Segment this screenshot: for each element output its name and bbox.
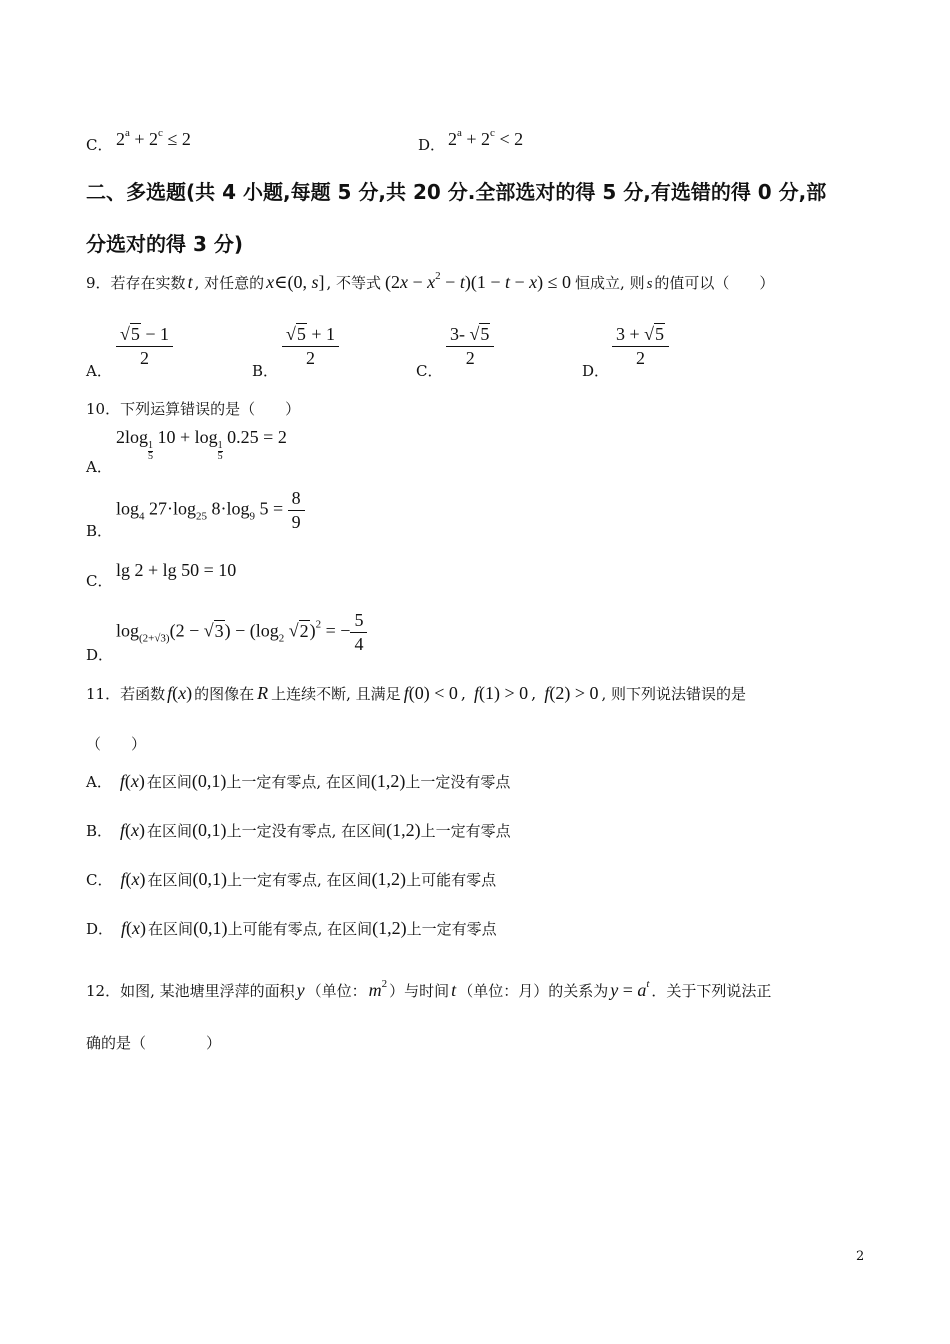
q8-option-d-label: D． — [418, 136, 446, 154]
question-12-stem: 12．如图, 某池塘里浮萍的面积 y （单位： $m^2$ ）与时间 t （单位：月）的关系为 $y = a^t$ ．关于下列说法正 — [86, 978, 772, 1000]
q9-option-c-frac: $\frac{3- √5}{2}$ — [446, 324, 494, 369]
q9-option-d-frac: $\frac{3 + √5}{2}$ — [612, 324, 669, 369]
q10-option-d-expr: $\log_{(2+√3)}(2 - √3) - (\log_2$ √2)$^2$ = − $\frac{5}{4}$ — [116, 610, 367, 655]
q9-option-b-frac: $\frac{√5 + 1}{2}$ — [282, 324, 339, 369]
question-11-paren: （ ） — [86, 735, 147, 753]
question-11-stem: 11．若函数 f(x) 的图像在 R 上连续不断, 且满足 f(0) < 0 , f(1) > 0 , f(2) > 0 , 则下列说法错误的是 — [86, 683, 747, 703]
q10-option-d-label: D． — [86, 646, 114, 664]
q9-option-b-label: B． — [252, 362, 279, 380]
q9-option-a-frac: $\frac{√5 - 1}{2}$ — [116, 324, 173, 369]
question-9-stem: 9．若存在实数 t , 对任意的 x∈(0, s] , 不等式 $(2x - x^2 - t)(1 - t - x) \le 0$ 恒成立, 则 s 的值可以（ ） — [86, 270, 775, 292]
q9-option-a-label: A． — [86, 362, 112, 380]
q10-option-c-label: C． — [86, 572, 113, 590]
page-number: 2 — [856, 1249, 865, 1264]
q10-option-b-label: B． — [86, 522, 113, 540]
q11-option-b: B． f(x) 在区间(0,1)上一定没有零点, 在区间(1,2)上一定有零点 — [86, 820, 511, 840]
q8-option-d-expr: $2^a + 2^c < 2$ — [448, 127, 524, 149]
q8-option-c-label: C． — [86, 136, 113, 154]
q10-option-b-expr: $\log_4 27\cdot\log_{25}$ $8\cdot\log_9$ 5 = $\frac{8}{9}$ — [116, 488, 305, 533]
q11-option-a: A． f(x) 在区间(0,1)上一定有零点, 在区间(1,2)上一定没有零点 — [86, 771, 511, 791]
section-title-line1: 二、多选题(共 4 小题,每题 5 分,共 20 分.全部选对的得 5 分,有选错的得 0 分,部 — [86, 180, 827, 204]
question-10-stem: 10．下列运算错误的是（ ） — [86, 400, 301, 418]
q10-option-a-expr: 2log $\frac{1}{5}$ 10 + log $\frac{1}{5}$ 0.25 = 2 — [116, 427, 287, 462]
q9-option-d-label: D． — [582, 362, 610, 380]
section-title-line2: 分选对的得 3 分) — [86, 232, 243, 256]
q11-option-d: D． f(x) 在区间(0,1)上可能有零点, 在区间(1,2)上一定有零点 — [86, 918, 497, 938]
q9-option-c-label: C． — [416, 362, 443, 380]
question-12-stem-line2: 确的是（ ） — [86, 1034, 222, 1052]
q10-option-a-label: A． — [86, 458, 112, 476]
q10-option-c-expr: lg 2 + lg 50 = 10 — [116, 560, 237, 580]
q11-option-c: C． f(x) 在区间(0,1)上一定有零点, 在区间(1,2)上可能有零点 — [86, 869, 497, 889]
q8-option-c-expr: $2^a + 2^c \le 2$ — [116, 127, 191, 149]
